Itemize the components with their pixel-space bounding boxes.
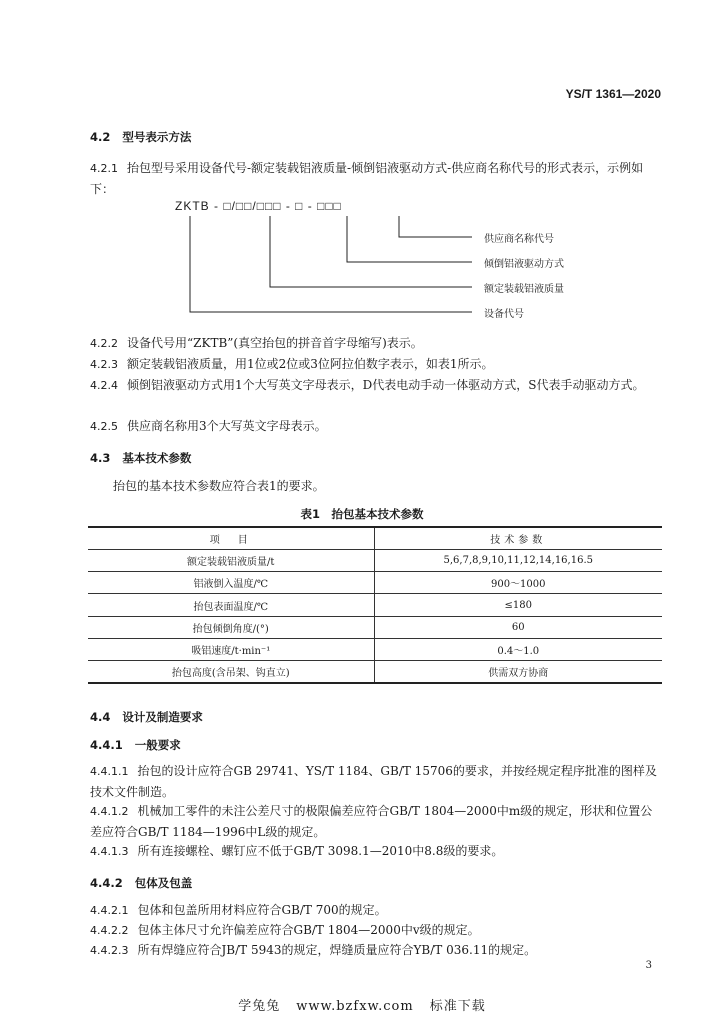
table-cell-value: 900～1000	[374, 572, 662, 594]
table-row	[88, 638, 662, 660]
section-title: 一般要求	[134, 738, 181, 752]
clause-text: 设备代号用“ZKTB”(真空抬包的拼音首字母缩写)表示。	[127, 336, 423, 350]
table-cell-value: 0.4～1.0	[374, 638, 662, 660]
label-rated-mass: 额定装载铝液质量	[484, 284, 564, 295]
clause-number: 4.4.1.3	[90, 845, 129, 858]
table-title: 表1 抬包基本技术参数	[300, 507, 424, 521]
table-cell-value: ≤180	[374, 594, 662, 616]
clause-4-2-5	[90, 416, 327, 437]
model-code-leader-lines	[0, 0, 724, 340]
clause-4-4-2-1	[90, 900, 387, 921]
section-title: 型号表示方法	[122, 130, 192, 144]
table-row	[88, 549, 662, 571]
parameters-table	[88, 526, 662, 684]
section-number: 4.3	[90, 451, 111, 465]
watermark-brand: 学兔兔	[238, 999, 281, 1014]
table-row	[88, 661, 662, 683]
clause-number: 4.4.2.3	[90, 944, 129, 957]
table-cell-item: 抬包表面温度/℃	[88, 594, 374, 616]
label-equipment-code: 设备代号	[484, 309, 524, 320]
watermark	[0, 995, 724, 1014]
section-title: 设计及制造要求	[122, 710, 203, 724]
section-4-4-1	[90, 737, 181, 753]
label-supplier-code: 供应商名称代号	[484, 234, 554, 245]
table-cell-value: 供需双方协商	[488, 668, 549, 680]
clause-text: 抬包型号采用设备代号-额定装载铝液质量-倾倒铝液驱动方式-供应商名称代号的形式表示，示例如下：	[90, 161, 644, 196]
clause-number: 4.2.4	[90, 379, 118, 392]
watermark-url: www.bzfxw.com	[296, 999, 414, 1014]
clause-text: 倾倒铝液驱动方式用1个大写英文字母表示，D代表电动手动一体驱动方式，S代表手动驱动方式。	[127, 378, 645, 392]
clause-number: 4.4.1.2	[90, 805, 129, 818]
standard-id: YS/T 1361—2020	[565, 87, 661, 101]
clause-text: 包体和包盖所用材料应符合GB/T 700的规定。	[137, 903, 387, 917]
table-cell-item: 吸铝速度/t·min⁻¹	[88, 638, 374, 660]
section-4-4	[90, 709, 203, 725]
clause-text: 所有焊缝应符合JB/T 5943的规定，焊缝质量应符合YB/T 036.11的规定。	[137, 943, 537, 957]
clause-number: 4.4.1.1	[90, 765, 129, 778]
clause-4-4-2-3	[90, 940, 536, 961]
section-title: 基本技术参数	[122, 451, 192, 465]
table-header-value: 技术参数	[374, 527, 662, 549]
section-number: 4.4.2	[90, 876, 123, 890]
clause-number: 4.2.1	[90, 162, 118, 175]
table-header-item: 项 目	[88, 527, 374, 549]
table-cell-value: 5,6,7,8,9,10,11,12,14,16,16.5	[374, 549, 662, 571]
clause-text: 机械加工零件的未注公差尺寸的极限偏差应符合GB/T 1804—2000中m级的规定，形状和位置公差应符合GB/T 1184—1996中L级的规定。	[90, 804, 653, 839]
table-cell-item: 铝液倒入温度/℃	[88, 572, 374, 594]
table-cell-item: 抬包倾倒角度/(°)	[88, 616, 374, 638]
clause-number: 4.2.3	[90, 358, 118, 371]
label-drive-mode: 倾倒铝液驱动方式	[484, 259, 564, 270]
table-cell-item: 抬包高度(含吊架、钩直立)	[88, 661, 374, 683]
table-cell-value: 60	[374, 616, 662, 638]
clause-4-4-1-3	[90, 841, 503, 862]
section-4-4-2	[90, 875, 192, 891]
clause-number: 4.2.5	[90, 420, 118, 433]
model-code: ZKTB - □/□□/□□□ - □ - □□□	[175, 199, 342, 213]
clause-text: 额定装载铝液质量，用1位或2位或3位阿拉伯数字表示，如表1所示。	[127, 357, 494, 371]
clause-4-4-1-2	[90, 801, 664, 842]
table-cell-item: 额定装载铝液质量/t	[88, 549, 374, 571]
clause-text: 所有连接螺栓、螺钉应不低于GB/T 3098.1—2010中8.8级的要求。	[137, 844, 504, 858]
section-number: 4.4	[90, 710, 111, 724]
clause-4-2-4	[90, 375, 664, 396]
section-4-3-intro: 抬包的基本技术参数应符合表1的要求。	[113, 479, 325, 493]
clause-4-4-2-2	[90, 920, 480, 941]
section-number: 4.4.1	[90, 738, 123, 752]
clause-4-2-3	[90, 354, 494, 375]
clause-4-4-1-1	[90, 761, 664, 802]
clause-4-2-2	[90, 333, 423, 354]
table-row	[88, 594, 662, 616]
clause-number: 4.4.2.1	[90, 904, 129, 917]
clause-text: 抬包的设计应符合GB 29741、YS/T 1184、GB/T 15706的要求，并按经规定程序批准的图样及技术文件制造。	[90, 764, 657, 799]
section-title: 包体及包盖	[134, 876, 193, 890]
section-number: 4.2	[90, 130, 111, 144]
table-row	[88, 572, 662, 594]
clause-text: 供应商名称用3个大写英文字母表示。	[127, 419, 327, 433]
section-4-3	[90, 450, 191, 466]
clause-number: 4.4.2.2	[90, 924, 129, 937]
clause-number: 4.2.2	[90, 337, 118, 350]
watermark-slogan: 标准下载	[429, 999, 486, 1014]
clause-text: 包体主体尺寸允许偏差应符合GB/T 1804—2000中v级的规定。	[137, 923, 480, 937]
page-number: 3	[645, 960, 652, 971]
table-row	[88, 616, 662, 638]
table-header-row	[88, 527, 662, 549]
